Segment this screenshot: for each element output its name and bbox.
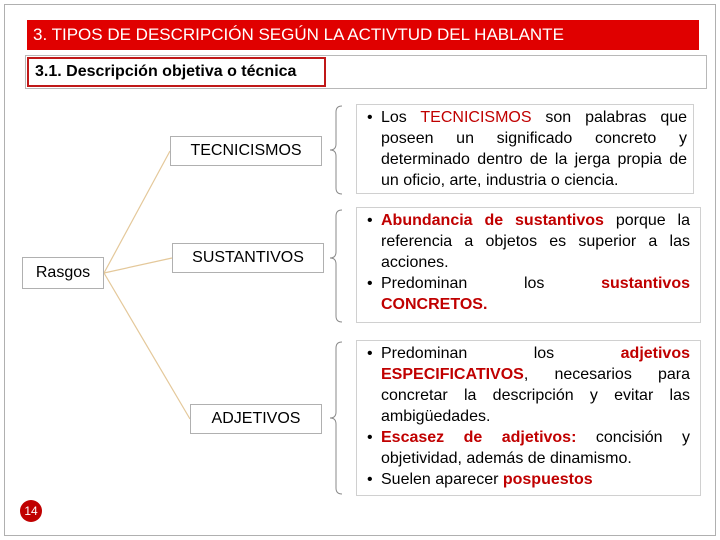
line-rasgos-tecnicismos [104,151,170,273]
bullet-adjetivos-3: • Suelen aparecer pospuestos [367,469,690,490]
term-abundancia: Abundancia de sustantivos [381,212,604,229]
brace-sustantivos [330,210,342,322]
description-adjetivos [356,340,701,496]
brace-tecnicismos [330,106,342,194]
page-number-badge: 14 [20,500,42,522]
line-rasgos-sustantivos [104,258,172,273]
bullet-adjetivos-2: • Escasez de adjetivos: concisión y objetividad, además de dinamismo. [367,427,690,469]
term-escasez: Escasez de adjetivos: [381,429,577,446]
term-pospuestos: pospuestos [502,471,593,488]
node-rasgos: Rasgos [22,257,104,289]
node-tecnicismos: TECNICISMOS [170,136,322,166]
term-sustantivos-concretos: sustantivos CONCRETOS. [381,275,690,313]
description-tecnicismos [356,104,694,194]
bullet-tecnicismos: • Los TECNICISMOS son palabras que poseen un significado concreto y determinado dentro de la jerga propia de un oficio, arte, industria o ciencia. [367,107,687,191]
subtitle: 3.1. Descripción objetiva o técnica [27,57,326,87]
term-adjetivos-especificativos: adjetivos ESPECIFICATIVOS [381,345,690,383]
description-sustantivos [356,207,701,323]
node-sustantivos: SUSTANTIVOS [172,243,324,273]
slide-title: 3. TIPOS DE DESCRIPCIÓN SEGÚN LA ACTIVTUD DEL HABLANTE [27,20,699,50]
line-rasgos-adjetivos [104,273,190,419]
bullet-adjetivos-1: • Predominan los adjetivos ESPECIFICATIVOS, necesarios para concretar la descripción y evitar las ambigüedades. [367,343,690,427]
brace-adjetivos [330,342,342,494]
bullet-sustantivos-2: • Predominan los sustantivos CONCRETOS. [367,273,690,315]
node-adjetivos: ADJETIVOS [190,404,322,434]
bullet-sustantivos-1: • Abundancia de sustantivos porque la referencia a objetos es superior a las acciones. [367,210,690,273]
term-tecnicismos: TECNICISMOS [420,109,532,126]
